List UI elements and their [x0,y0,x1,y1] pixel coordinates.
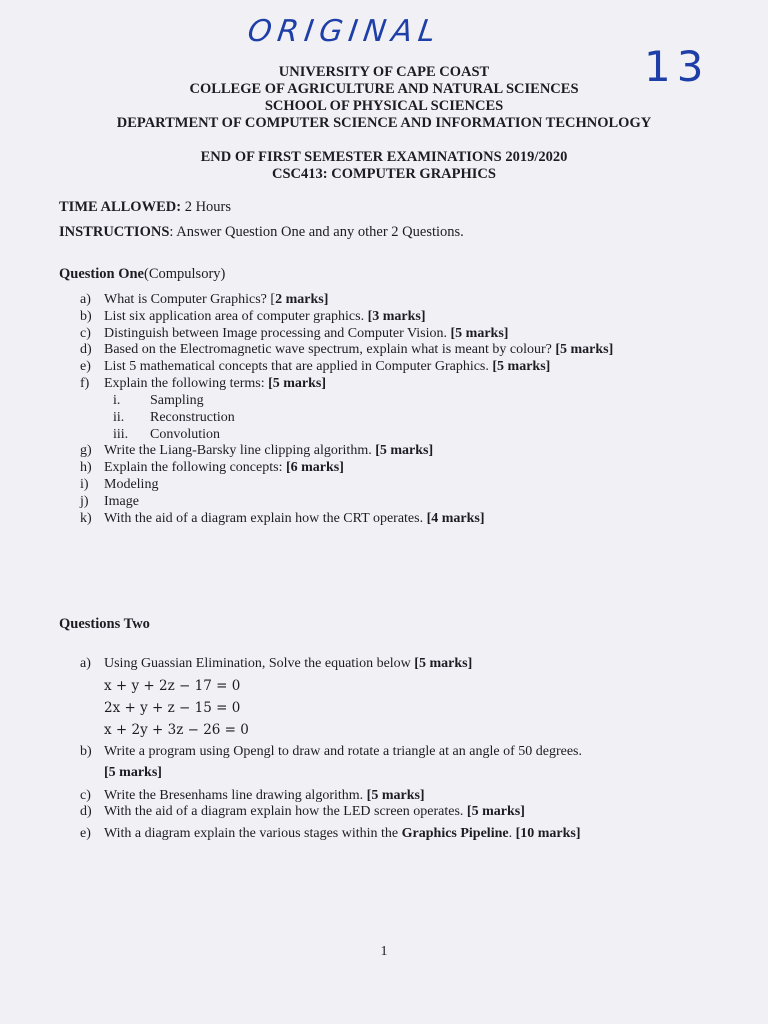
instructions-label: INSTRUCTIONS [59,224,170,240]
item-text: Write the Liang-Barsky line clipping algorithm. [104,443,376,458]
item-marks: [5 marks] [466,804,525,819]
course-title: CSC413: COMPUTER GRAPHICS [272,166,496,182]
item-text: List 5 mathematical concepts that are applied in Computer Graphics. [104,359,493,374]
item-text: Write a program using Opengl to draw and rotate a triangle at an angle of 50 degrees. [104,744,582,759]
q1-item-h [80,460,344,477]
item-text: Explain the following terms: [104,376,269,391]
item-marks: [5 marks] [375,443,434,458]
time-allowed [59,199,231,216]
item-label: e) [80,826,91,841]
exam-title-block [0,149,768,183]
q2-item-e [80,826,581,843]
item-label: c) [80,326,91,341]
handwritten-original-note: ORIGINAL [245,14,444,49]
q2-item-b [80,744,582,761]
item-label: k) [80,511,92,526]
item-label: d) [80,342,92,357]
q1-item-j [80,494,139,511]
item-text: Based on the Electromagnetic wave spectrum, explain what is meant by colour? [104,342,556,357]
item-marks: [5 marks] [366,788,425,803]
q1-heading-bold: Question One [59,266,144,282]
school-name: SCHOOL OF PHYSICAL SCIENCES [264,98,504,114]
instructions-value: : Answer Question One and any other 2 Questions. [169,224,464,240]
item-text: Explain the following concepts: [104,460,286,475]
exam-title: END OF FIRST SEMESTER EXAMINATIONS 2019/2020 [200,149,568,165]
q2-item-b-marks [104,765,162,782]
item-text: Distinguish between Image processing and Computer Vision. [104,326,451,341]
item-label: h) [80,460,92,475]
handwritten-number: 13 [644,42,710,91]
item-label: a) [80,292,91,307]
instructions [59,224,464,241]
question-two-heading: Questions Two [59,616,150,632]
time-value: 2 Hours [181,199,232,215]
item-label: c) [80,788,91,803]
item-text: With the aid of a diagram explain how the CRT operates. [104,511,427,526]
item-text: What is Computer Graphics? [ [104,292,276,307]
item-label: b) [80,744,92,759]
q1-subitem-ii [113,410,235,426]
q1-item-b [80,309,426,326]
question-one-heading [59,266,225,283]
q2-item-d [80,804,525,821]
item-label: f) [80,376,90,391]
equation-1: x + y + 2z − 17 = 0 [104,678,241,694]
item-text: Image [104,494,139,509]
item-marks: 2 marks [275,292,324,307]
institution-header [0,64,768,132]
q2-item-c [80,788,425,805]
item-text: Write the Bresenhams line drawing algorithm. [104,788,367,803]
q1-subitem-i [113,393,204,409]
item-bold-text: Graphics Pipeline [401,826,509,841]
item-marks: [3 marks] [367,309,426,324]
q1-item-e [80,359,550,376]
q1-item-k [80,511,485,528]
item-marks: [5 marks] [268,376,327,391]
item-marks: [5 marks] [104,765,162,780]
item-marks: [5 marks] [450,326,509,341]
university-name: UNIVERSITY OF CAPE COAST [278,64,490,80]
item-text: List six application area of computer graphics. [104,309,368,324]
item-marks: [5 marks] [492,359,551,374]
item-text: With a diagram explain the various stages within the [104,826,402,841]
q1-item-a [80,292,328,309]
subitem-label: i. [113,393,121,408]
subitem-label: ii. [113,410,125,425]
q1-item-d [80,342,613,359]
item-marks: [5 marks] [555,342,614,357]
item-marks: [6 marks] [285,460,344,475]
q1-item-c [80,326,508,343]
college-name: COLLEGE OF AGRICULTURE AND NATURAL SCIENCES [189,81,579,97]
subitem-text: Reconstruction [150,410,235,425]
q1-subitem-iii [113,427,220,443]
equation-2: 2x + y + z − 15 = 0 [104,700,241,716]
item-marks: [5 marks] [414,656,473,671]
item-label: g) [80,443,92,458]
item-label: d) [80,804,92,819]
q1-item-f [80,376,326,393]
item-label: i) [80,477,89,492]
time-label: TIME ALLOWED: [59,199,182,215]
q1-heading-rest: (Compulsory) [144,266,226,282]
subitem-label: iii. [113,427,129,442]
item-label: a) [80,656,91,671]
item-marks-tail: ] [323,292,329,307]
page-number: 1 [380,944,388,959]
department-name: DEPARTMENT OF COMPUTER SCIENCE AND INFORMATION TECHNOLOGY [116,115,652,131]
item-label: e) [80,359,91,374]
q1-item-g [80,443,433,460]
q2-item-a [80,656,472,673]
item-text: Modeling [104,477,159,492]
q1-item-i [80,477,158,494]
subitem-text: Convolution [150,427,221,442]
item-text: With the aid of a diagram explain how the LED screen operates. [104,804,467,819]
item-marks: [4 marks] [426,511,485,526]
item-text: Using Guassian Elimination, Solve the equation below [104,656,415,671]
item-label: b) [80,309,92,324]
item-marks: [10 marks] [515,826,581,841]
subitem-text: Sampling [150,393,204,408]
item-text-rest: . [508,826,516,841]
item-label: j) [80,494,89,509]
equation-3: x + 2y + 3z − 26 = 0 [104,722,249,738]
